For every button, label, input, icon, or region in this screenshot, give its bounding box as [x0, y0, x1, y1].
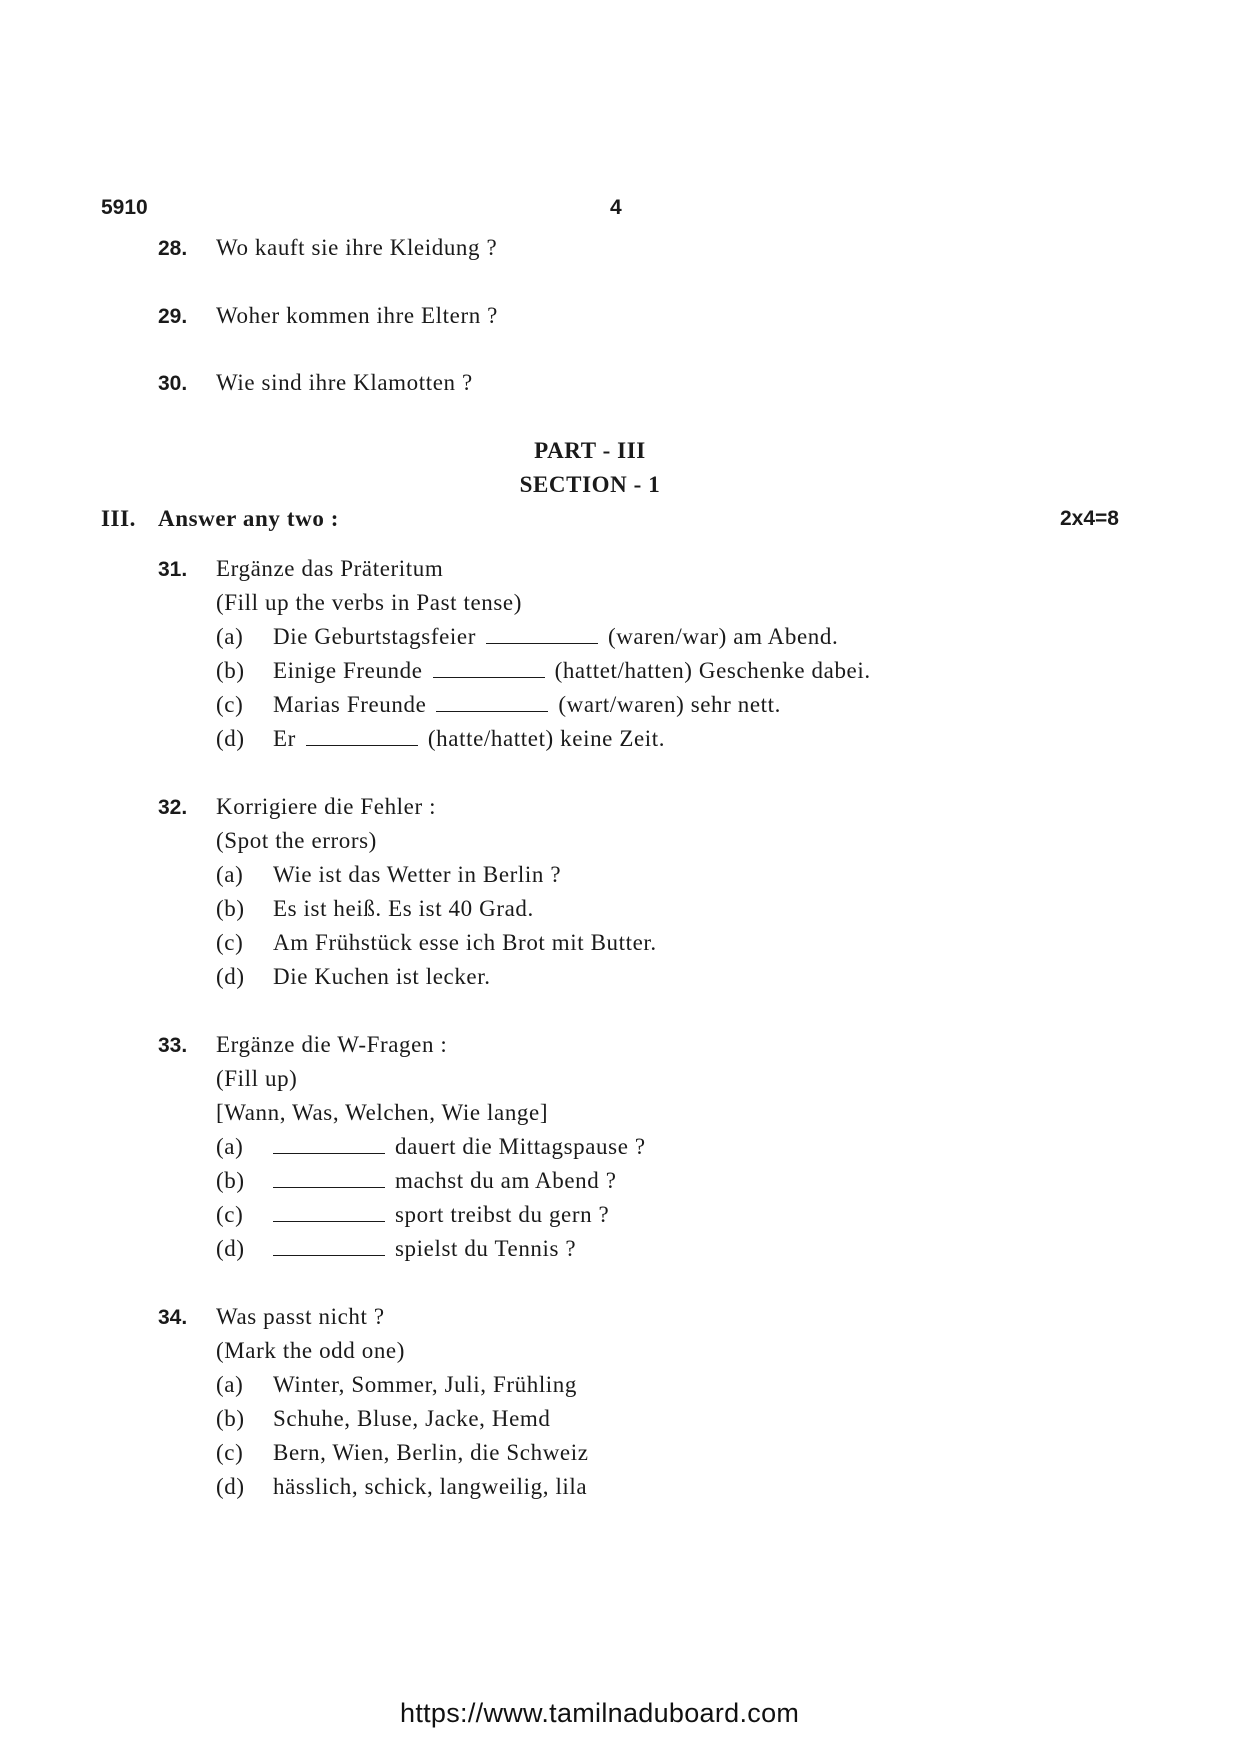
- item-text: Es ist heiß. Es ist 40 Grad.: [273, 896, 534, 921]
- footer-url[interactable]: https://www.tamilnaduboard.com: [400, 1698, 800, 1728]
- item-label: (d): [216, 964, 245, 989]
- item-label: (b): [216, 1406, 245, 1431]
- question-title: Ergänze das Präteritum: [216, 556, 444, 581]
- question-number: 33.: [158, 1034, 188, 1057]
- question-text: Wo kauft sie ihre Kleidung ?: [216, 235, 498, 260]
- item-label: (a): [216, 1134, 244, 1159]
- item-label: (c): [216, 930, 244, 955]
- instruction-roman: III.: [101, 506, 137, 531]
- item-label: (a): [216, 624, 244, 649]
- item-label: (a): [216, 1372, 244, 1397]
- item-label: (d): [216, 726, 245, 751]
- answer-blank: [486, 642, 598, 644]
- question-text: Woher kommen ihre Eltern ?: [216, 303, 498, 328]
- question-subtitle: (Spot the errors): [216, 828, 377, 853]
- item-label: (d): [216, 1236, 245, 1261]
- fill-item: Einige Freunde (hattet/hatten) Geschenke dabei.: [273, 658, 871, 683]
- item-label: (d): [216, 1474, 245, 1499]
- answer-blank: [273, 1186, 385, 1188]
- question-title: Was passt nicht ?: [216, 1304, 385, 1329]
- answer-blank: [436, 710, 548, 712]
- item-label: (b): [216, 1168, 245, 1193]
- item-text: Die Kuchen ist lecker.: [273, 964, 491, 989]
- answer-blank: [273, 1152, 385, 1154]
- item-text: Winter, Sommer, Juli, Frühling: [273, 1372, 577, 1397]
- item-label: (b): [216, 658, 245, 683]
- question-number: 29.: [158, 305, 188, 328]
- fill-item: Die Geburtstagsfeier (waren/war) am Abend.: [273, 624, 839, 649]
- fill-item: sport treibst du gern ?: [273, 1202, 609, 1228]
- instruction-text: Answer any two :: [158, 506, 340, 531]
- item-label: (c): [216, 1440, 244, 1465]
- question-number: 30.: [158, 372, 188, 395]
- question-subtitle: (Fill up): [216, 1066, 298, 1091]
- question-title: Ergänze die W-Fragen :: [216, 1032, 448, 1057]
- paper-code: 5910: [101, 196, 148, 219]
- fill-item: spielst du Tennis ?: [273, 1236, 576, 1262]
- section-title: SECTION - 1: [519, 472, 661, 497]
- answer-blank: [273, 1220, 385, 1222]
- instruction-marks: 2x4=8: [1060, 507, 1119, 530]
- question-number: 28.: [158, 237, 188, 260]
- question-title: Korrigiere die Fehler :: [216, 794, 437, 819]
- question-number: 34.: [158, 1306, 188, 1329]
- question-number: 32.: [158, 796, 188, 819]
- item-text: Wie ist das Wetter in Berlin ?: [273, 862, 562, 887]
- item-label: (c): [216, 692, 244, 717]
- item-label: (c): [216, 1202, 244, 1227]
- part-title: PART - III: [534, 438, 646, 463]
- answer-blank: [433, 676, 545, 678]
- question-number: 31.: [158, 558, 188, 581]
- item-text: Schuhe, Bluse, Jacke, Hemd: [273, 1406, 551, 1431]
- question-subtitle: (Fill up the verbs in Past tense): [216, 590, 522, 615]
- answer-blank: [273, 1254, 385, 1256]
- fill-item: dauert die Mittagspause ?: [273, 1134, 646, 1160]
- fill-item: Marias Freunde (wart/waren) sehr nett.: [273, 692, 782, 717]
- question-subtitle: (Mark the odd one): [216, 1338, 405, 1363]
- answer-blank: [306, 744, 418, 746]
- item-label: (b): [216, 896, 245, 921]
- page-number: 4: [610, 196, 622, 219]
- item-text: Bern, Wien, Berlin, die Schweiz: [273, 1440, 589, 1465]
- question-text: Wie sind ihre Klamotten ?: [216, 370, 473, 395]
- item-text: hässlich, schick, langweilig, lila: [273, 1474, 588, 1499]
- item-label: (a): [216, 862, 244, 887]
- fill-item: Er (hatte/hattet) keine Zeit.: [273, 726, 666, 751]
- word-options: [Wann, Was, Welchen, Wie lange]: [216, 1100, 549, 1125]
- fill-item: machst du am Abend ?: [273, 1168, 617, 1194]
- item-text: Am Frühstück esse ich Brot mit Butter.: [273, 930, 657, 955]
